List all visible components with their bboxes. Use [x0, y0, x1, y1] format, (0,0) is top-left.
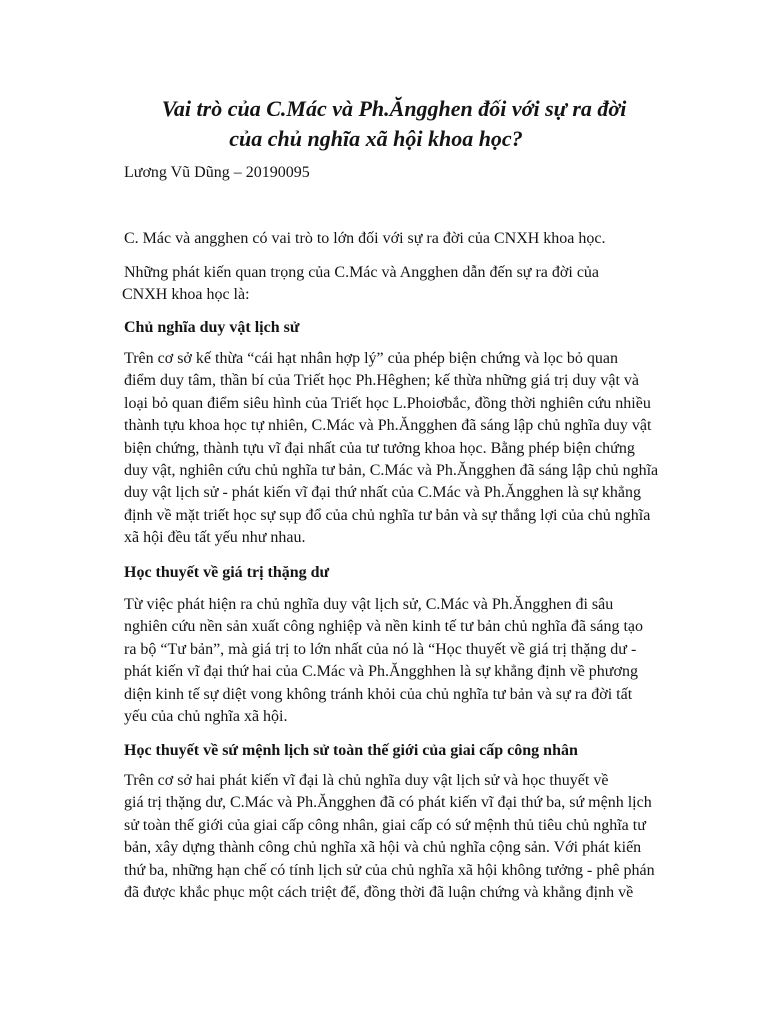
paragraph-line: nghiên cứu nền sản xuất công nghiệp và nền kinh tế tư bản chủ nghĩa đã sáng tạo — [124, 618, 643, 636]
section-heading-historical-materialism: Chủ nghĩa duy vật lịch sử — [124, 319, 300, 336]
paragraph-line: Những phát kiến quan trọng của C.Mác và Angghen dẫn đến sự ra đời của — [124, 264, 600, 281]
paragraph-line: loại bỏ quan điểm siêu hình của Triết học L.Phoiơbắc, đồng thời nghiên cứu nhiều — [124, 394, 651, 412]
document-title-line-1: Vai trò của C.Mác và Ph.Ăngghen đối với sự ra đời — [161, 96, 627, 121]
paragraph-line: sử toàn thế giới của giai cấp công nhân, giai cấp có sứ mệnh thủ tiêu chủ nghĩa tư — [124, 816, 646, 834]
paragraph-line: yếu của chủ nghĩa xã hội. — [124, 708, 288, 726]
paragraph-line: định về mặt triết học sự sụp đổ của chủ nghĩa tư bản và sự thắng lợi của chủ nghĩa — [124, 506, 651, 524]
paragraph-line: biện chứng, thành tựu vĩ đại nhất của tư tưởng khoa học. Bằng phép biện chứng — [124, 439, 635, 457]
paragraph-line: duy vật, nghiên cứu chủ nghĩa tư bản, C.Mác và Ph.Ăngghen đã sáng lập chủ nghĩa — [124, 462, 659, 480]
paragraph-line: giá trị thặng dư, C.Mác và Ph.Ăngghen đã có phát kiến vĩ đại thứ ba, sứ mệnh lịch — [124, 794, 652, 812]
paragraph-line: ra bộ “Tư bản”, mà giá trị to lớn nhất của nó là “Học thuyết về giá trị thặng dư - — [124, 640, 637, 658]
document-title-line-2: của chủ nghĩa xã hội khoa học? — [229, 126, 523, 151]
paragraph-line: duy vật lịch sử - phát kiến vĩ đại thứ nhất của C.Mác và Ph.Ăngghen là sự khẳng — [124, 484, 642, 502]
paragraph-line: xã hội đều tất yếu như nhau. — [124, 529, 306, 547]
paragraph-line: Từ việc phát hiện ra chủ nghĩa duy vật lịch sử, C.Mác và Ph.Ăngghen đi sâu — [124, 596, 614, 613]
paragraph-line: bản, xây dựng thành công chủ nghĩa xã hội và chủ nghĩa cộng sản. Với phát kiến — [124, 839, 642, 857]
paragraph-line: Trên cơ sở kế thừa “cái hạt nhân hợp lý” của phép biện chứng và lọc bỏ quan — [124, 350, 618, 367]
author-line: Lương Vũ Dũng – 20190095 — [124, 164, 310, 181]
section-heading-surplus-value: Học thuyết về giá trị thặng dư — [124, 564, 330, 581]
paragraph-line: đã được khắc phục một cách triệt để, đồng thời đã luận chứng và khẳng định về — [124, 884, 634, 902]
paragraph-line: diện kinh tế sự diệt vong không tránh khỏi của chủ nghĩa tư bản và sự ra đời tất — [124, 685, 633, 703]
paragraph-line: Trên cơ sở hai phát kiến vĩ đại là chủ nghĩa duy vật lịch sử và học thuyết về — [124, 772, 609, 789]
paragraph-line: phát kiến vĩ đại thứ hai của C.Mác và Ph.Ăngghhen là sự khẳng định về phương — [124, 663, 638, 681]
section-heading-historical-mission: Học thuyết về sứ mệnh lịch sử toàn thế giới của giai cấp công nhân — [124, 742, 578, 759]
discoveries-paragraph — [124, 262, 644, 306]
paragraph-line: thành tựu khoa học tự nhiên, C.Mác và Ph.Ăngghen đã sáng lập chủ nghĩa duy vật — [124, 417, 652, 435]
section-2-paragraph — [124, 594, 644, 728]
paragraph-line: CNXH khoa học là: — [122, 286, 250, 303]
section-1-paragraph — [124, 348, 659, 550]
section-3-paragraph — [124, 770, 655, 904]
paragraph-line: điểm duy tâm, thần bí của Triết học Ph.Hêghen; kế thừa những giá trị duy vật và — [124, 372, 640, 390]
paragraph-line: thứ ba, những hạn chế có tính lịch sử của chủ nghĩa xã hội không tưởng - phê phán — [124, 861, 655, 879]
intro-paragraph: C. Mác và angghen có vai trò to lớn đối với sự ra đời của CNXH khoa học. — [124, 230, 606, 247]
